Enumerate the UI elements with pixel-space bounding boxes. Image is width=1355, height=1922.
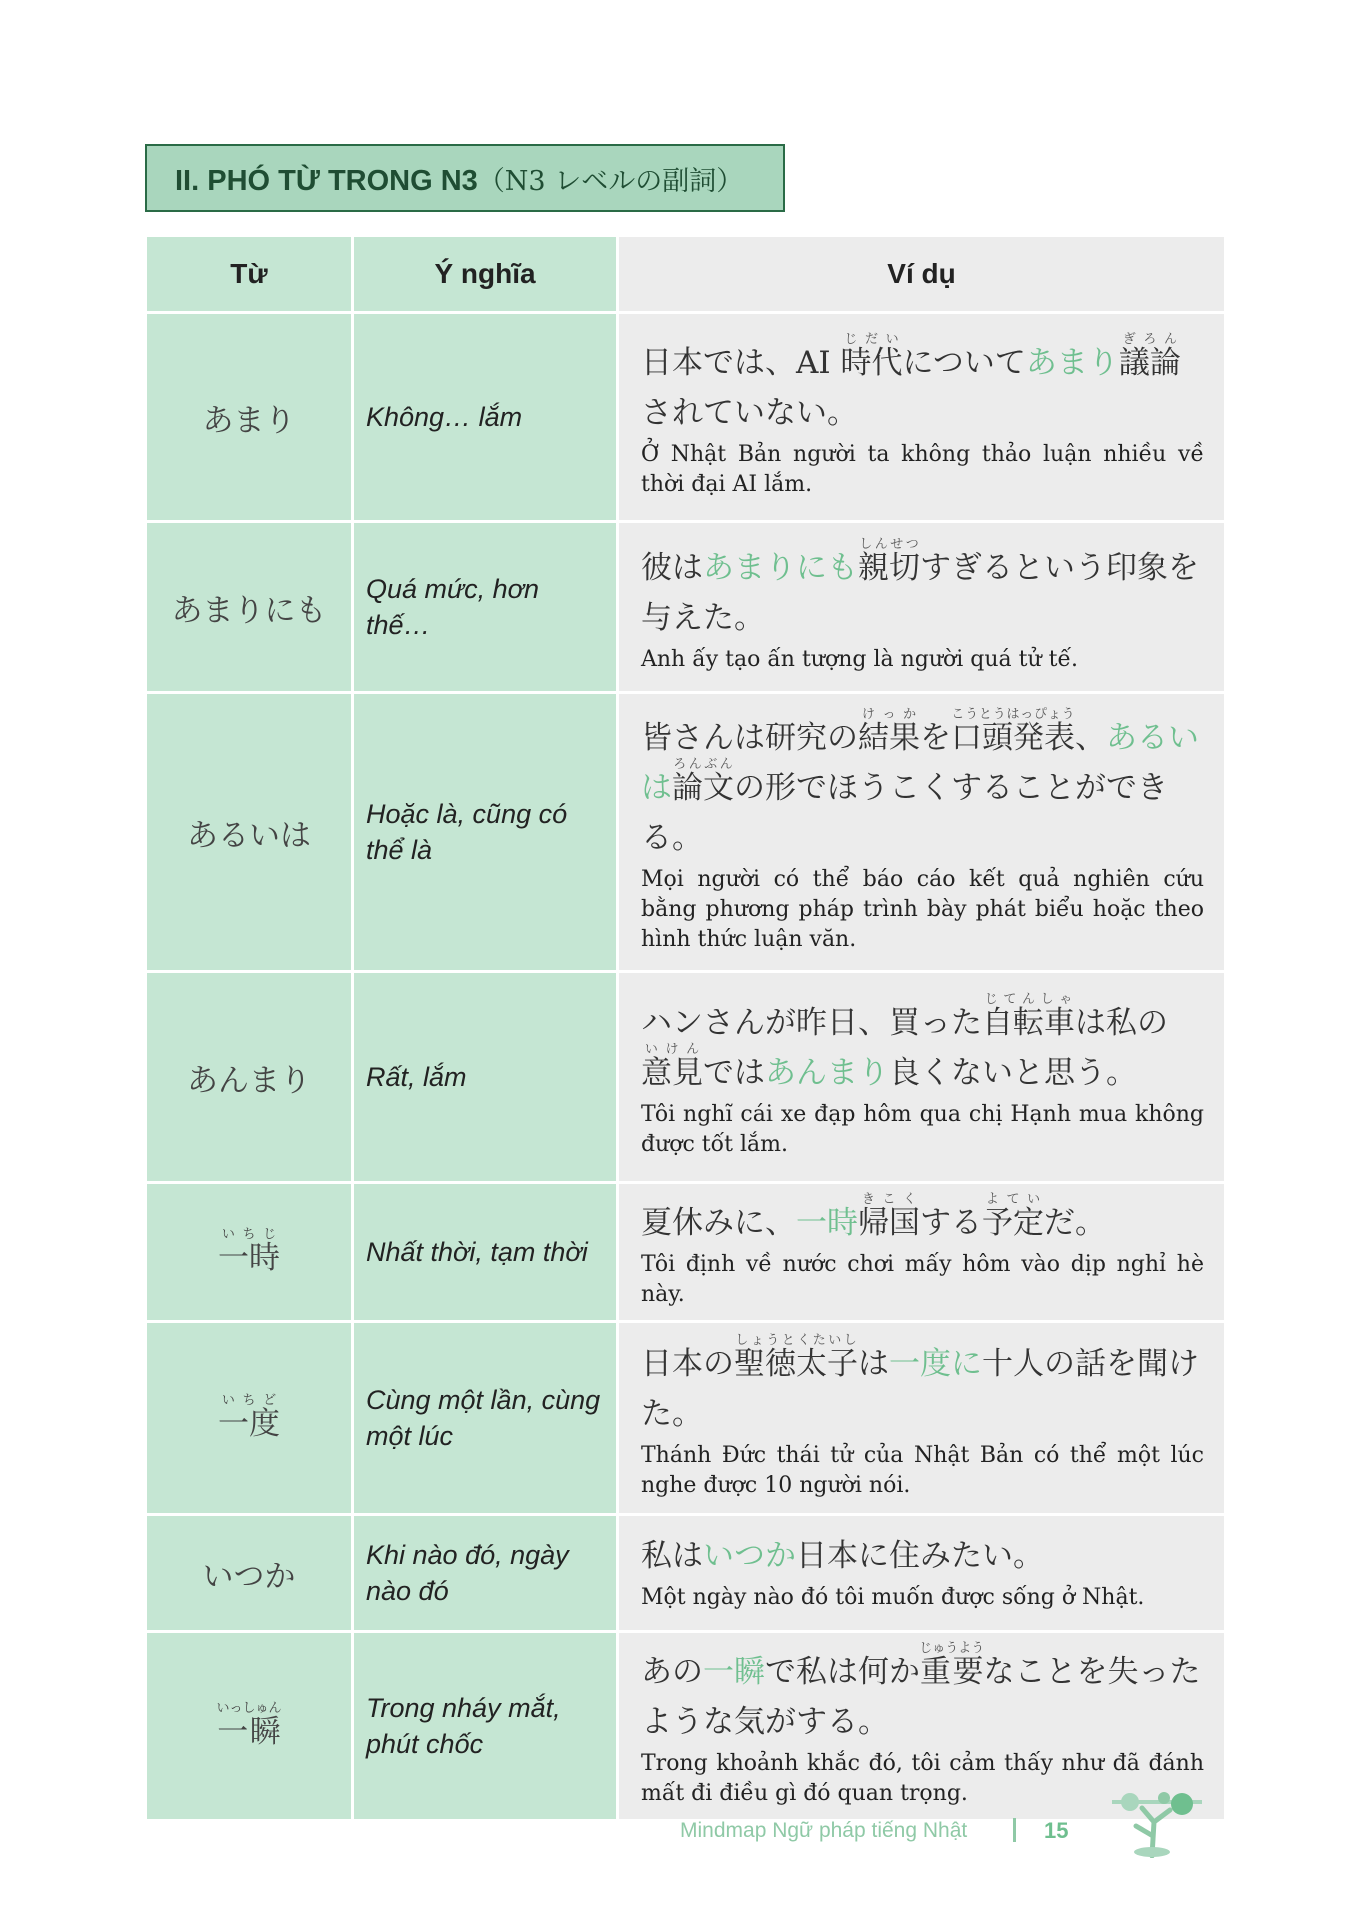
- header-meaning: Ý nghĩa: [354, 237, 616, 311]
- section-title-main: II. PHÓ TỪ TRONG N3: [175, 164, 478, 197]
- example-jp: ハンさんが昨日、買った自転車じてんしゃは私の意見いけんではあんまり良くないと思う。: [641, 992, 1168, 1091]
- example-cell: [619, 1323, 1224, 1513]
- table-row: [147, 1184, 1224, 1320]
- word-text: 一度: [218, 1405, 280, 1442]
- adverb-table: [144, 234, 1227, 1822]
- meaning-cell: Cùng một lần, cùng một lúc: [354, 1323, 616, 1513]
- meaning-cell: Trong nháy mắt, phút chốc: [354, 1633, 616, 1819]
- example-jp: 夏休みに、一時帰国きこくする予定よていだ。: [641, 1192, 1106, 1241]
- word-cell: あんまり: [147, 973, 351, 1181]
- section-title-jp: （N3 レベルの副詞）: [477, 165, 744, 197]
- word-reading: いっしゅん: [216, 1700, 282, 1716]
- example-cell: [619, 694, 1224, 970]
- section-title-banner: [145, 144, 785, 212]
- example-jp: 日本では、AI 時代じだいについてあまり議論ぎろんされていない。: [641, 332, 1181, 431]
- word-text: 一時: [218, 1239, 280, 1276]
- table-row: [147, 1323, 1224, 1513]
- word-cell: あまりにも: [147, 523, 351, 691]
- example-vi: Mọi người có thể báo cáo kết quả nghiên cứu bằng phương pháp trình bày phát biểu hoặc theo hình thức luận văn.: [641, 867, 1204, 952]
- table-header-row: [147, 237, 1224, 311]
- footer-divider: [1013, 1818, 1016, 1842]
- example-cell: [619, 973, 1224, 1181]
- example-vi: Anh ấy tạo ấn tượng là người quá tử tế.: [641, 647, 1079, 672]
- word-cell: あるいは: [147, 694, 351, 970]
- example-vi: Tôi nghĩ cái xe đạp hôm qua chị Hạnh mua không được tốt lắm.: [641, 1102, 1204, 1157]
- example-vi: Một ngày nào đó tôi muốn được sống ở Nhật.: [641, 1585, 1145, 1610]
- header-example: Ví dụ: [619, 237, 1224, 311]
- example-jp: 皆さんは研究の結果けっかを口頭発表こうとうはっぴょう、あるいは論文ろんぶんの形でほうこくすることができる。: [641, 707, 1199, 856]
- table-row: [147, 1633, 1224, 1819]
- word-cell: あまり: [147, 314, 351, 520]
- word-cell: [147, 1633, 351, 1819]
- page-number: 15: [1044, 1818, 1069, 1843]
- example-cell: [619, 523, 1224, 691]
- tree-icon: [1112, 1792, 1202, 1858]
- meaning-cell: Nhất thời, tạm thời: [354, 1184, 616, 1320]
- word-text: 一瞬: [216, 1713, 282, 1750]
- example-cell: [619, 314, 1224, 520]
- word-cell: [147, 1323, 351, 1513]
- section-title: [175, 159, 743, 198]
- table-row: [147, 1516, 1224, 1630]
- word-cell: [147, 1184, 351, 1320]
- example-vi: Trong khoảnh khắc đó, tôi cảm thấy như đã đánh mất đi điều gì đó quan trọng.: [641, 1751, 1204, 1806]
- meaning-cell: Rất, lắm: [354, 973, 616, 1181]
- example-vi: Thánh Đức thái tử của Nhật Bản có thể một lúc nghe được 10 người nói.: [641, 1443, 1204, 1498]
- meaning-cell: Khi nào đó, ngày nào đó: [354, 1516, 616, 1630]
- example-jp: 日本の聖徳太子しょうとくたいしは一度に十人の話を聞けた。: [641, 1333, 1199, 1432]
- example-jp: あの一瞬で私は何か重要じゅうようなことを失ったような気がする。: [641, 1641, 1201, 1740]
- table-row: [147, 314, 1224, 520]
- table-row: [147, 523, 1224, 691]
- footer-book-title: Mindmap Ngữ pháp tiếng Nhật: [680, 1819, 968, 1842]
- meaning-cell: Hoặc là, cũng có thể là: [354, 694, 616, 970]
- example-jp: 彼はあまりにも親切しんせつすぎるという印象を与えた。: [641, 537, 1199, 636]
- example-vi: Tôi định về nước chơi mấy hôm vào dịp nghỉ hè này.: [641, 1252, 1204, 1307]
- word-cell: いつか: [147, 1516, 351, 1630]
- example-vi: Ở Nhật Bản người ta không thảo luận nhiều về thời đại AI lắm.: [641, 442, 1204, 497]
- meaning-cell: Quá mức, hơn thế…: [354, 523, 616, 691]
- table-row: [147, 973, 1224, 1181]
- header-word: Từ: [147, 237, 351, 311]
- word-reading: いちど: [218, 1392, 280, 1408]
- example-jp: 私はいつか日本に住みたい。: [641, 1538, 1044, 1574]
- example-cell: [619, 1516, 1224, 1630]
- meaning-cell: Không… lắm: [354, 314, 616, 520]
- table-row: [147, 694, 1224, 970]
- example-cell: [619, 1184, 1224, 1320]
- word-reading: いちじ: [218, 1226, 280, 1242]
